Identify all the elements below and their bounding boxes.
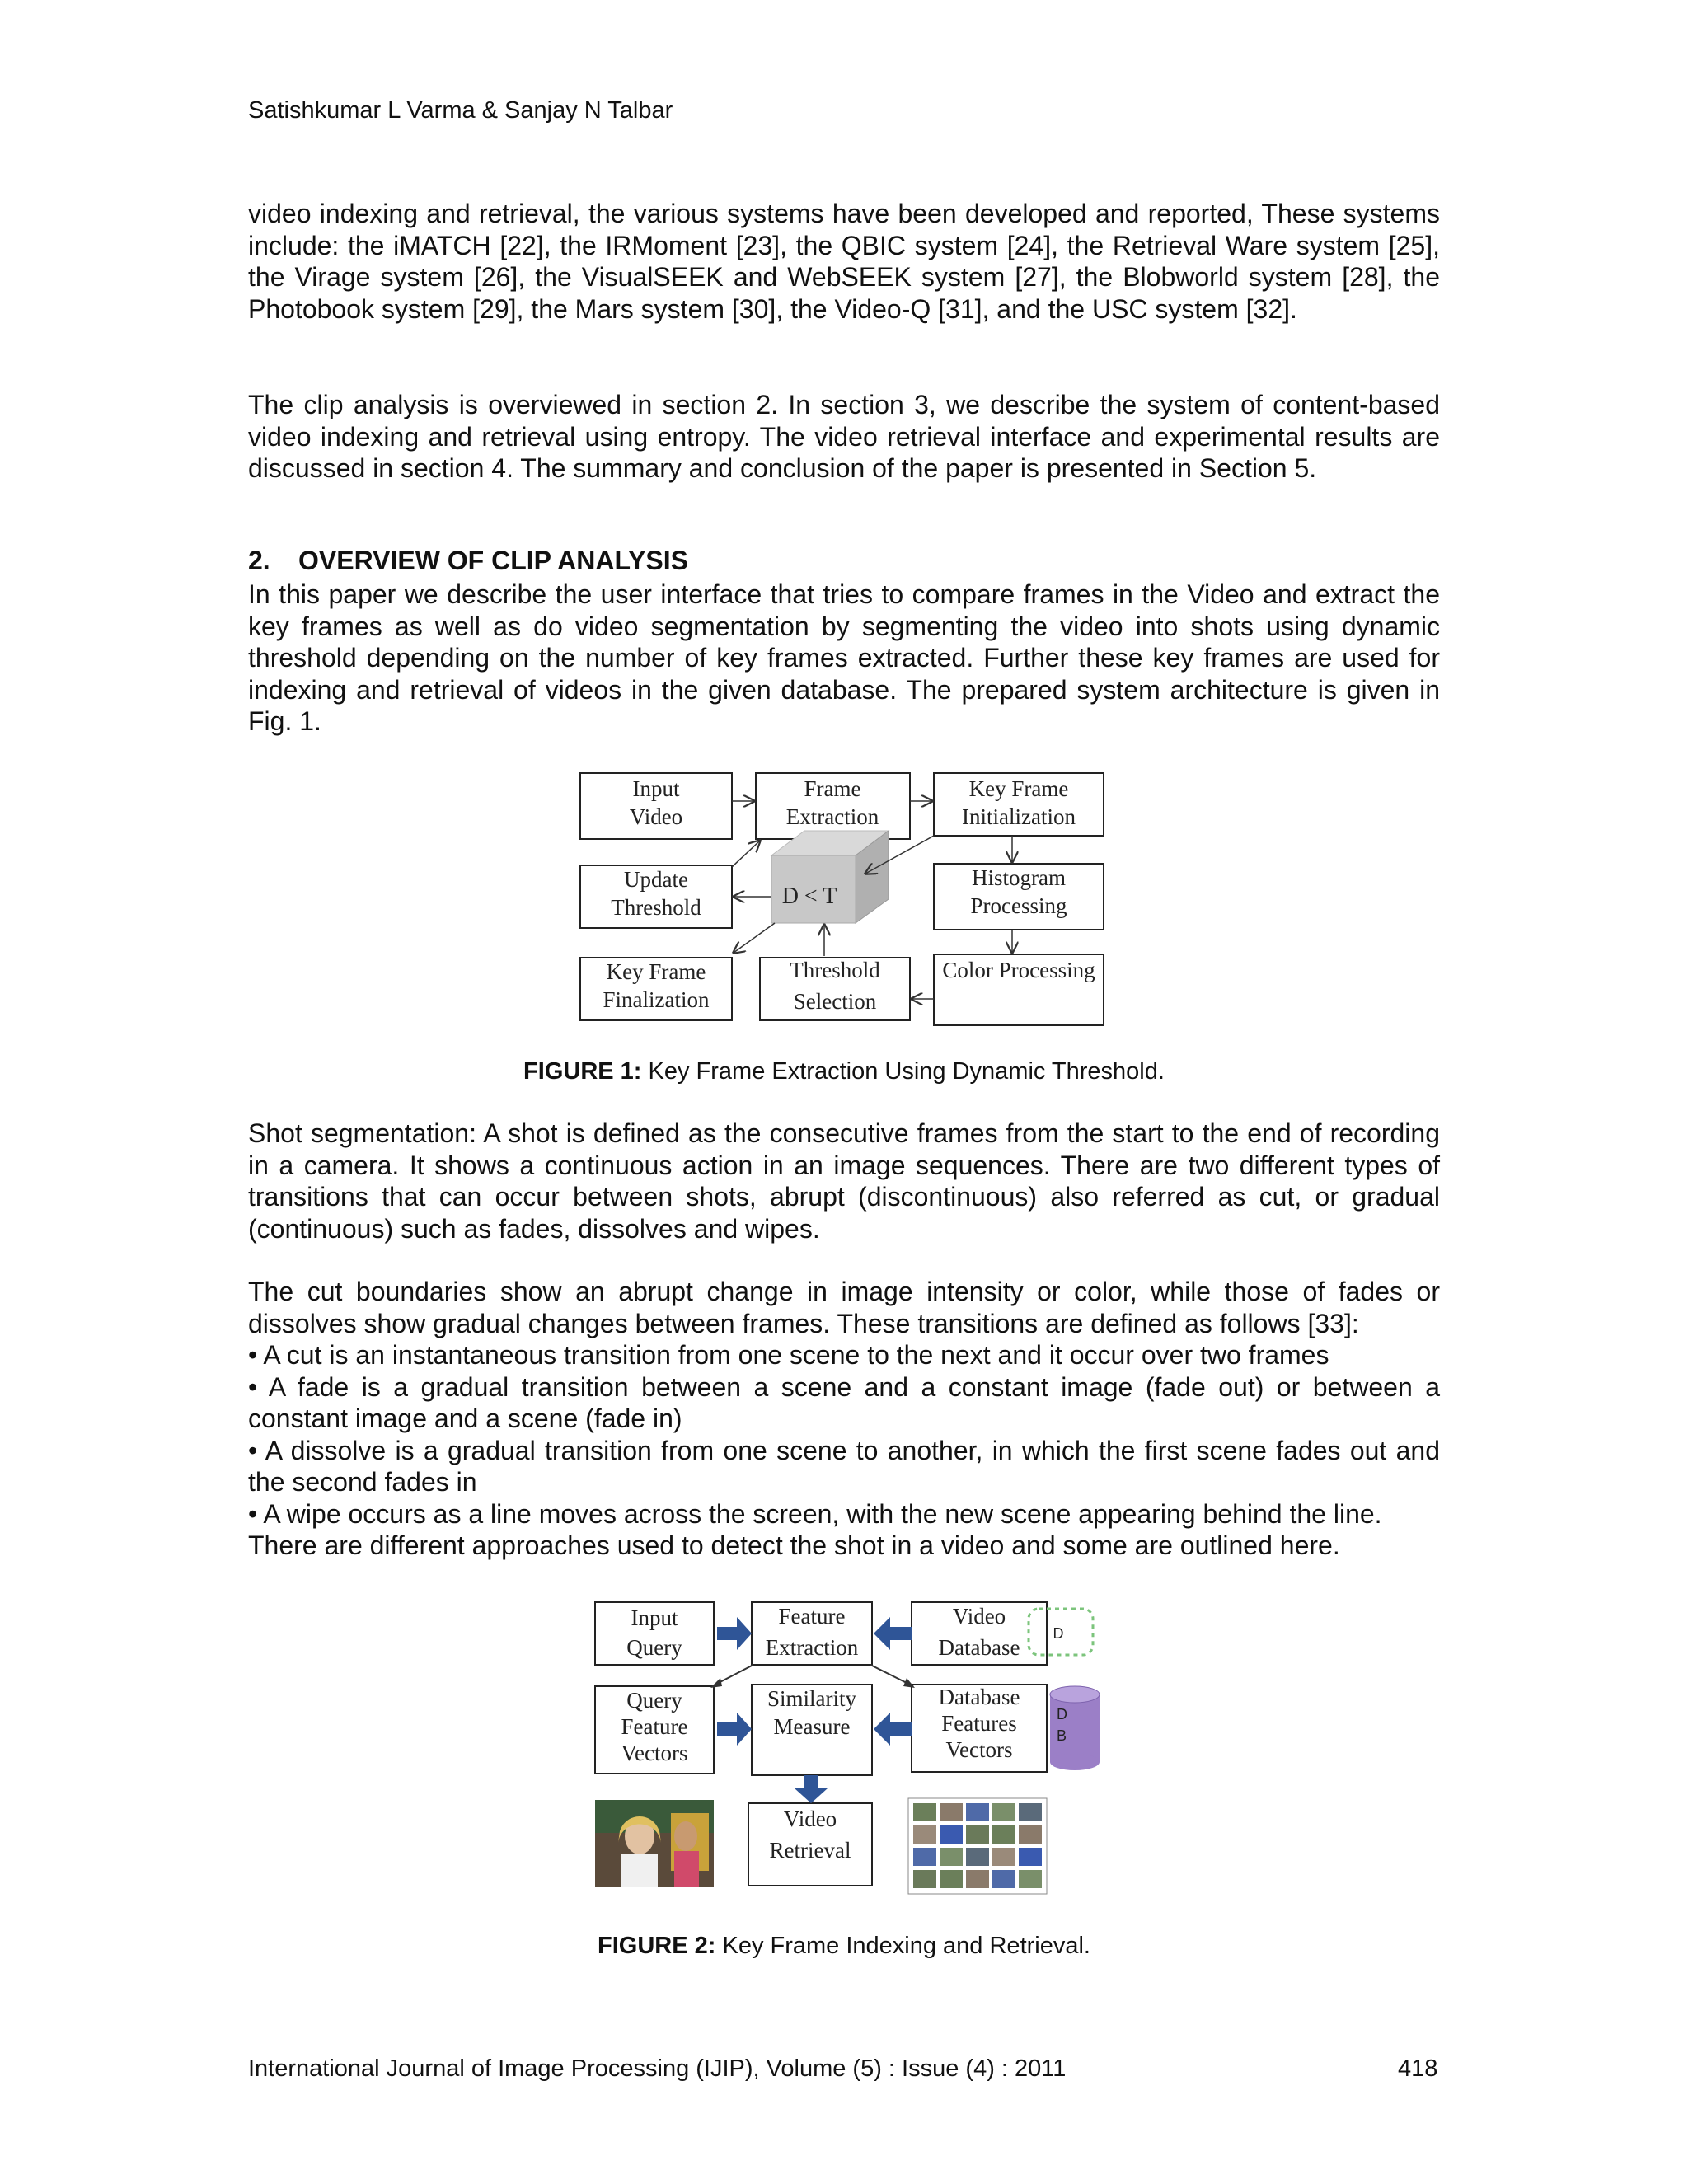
label-color-processing: Color Processing (942, 958, 1095, 982)
label-feature-2: Feature (621, 1714, 688, 1739)
arrow-query-to-extraction (717, 1617, 752, 1650)
label-video: Video (629, 804, 683, 829)
figure-2-caption (0, 1933, 1688, 1960)
figure-1-caption (0, 1058, 1688, 1085)
label-histogram: Histogram (972, 865, 1066, 890)
result-thumbnail (913, 1803, 936, 1821)
section-number: 2. (248, 546, 270, 575)
result-thumbnail (940, 1803, 963, 1821)
bullet-cut: • A cut is an instantaneous transition from one scene to the next and it occur over two frames (248, 1340, 1329, 1370)
label-extraction: Extraction (785, 804, 879, 829)
arrow-update-to-frame (732, 841, 760, 867)
bullet-dissolve: • A dissolve is a gradual transition from one scene to another, in which the first scene fades out and the second fades in (248, 1435, 1440, 1497)
result-thumbnail (1019, 1848, 1042, 1866)
transition-definitions (248, 1276, 1440, 1562)
arrow-cube-to-finalization (734, 923, 775, 953)
label-retrieval: Retrieval (769, 1838, 851, 1863)
label-selection: Selection (793, 989, 877, 1014)
label-input: Input (632, 776, 680, 801)
label-features: Features (941, 1711, 1017, 1736)
decision-cube (771, 831, 889, 923)
database-cylinder-icon (1050, 1686, 1100, 1770)
figure-1-diagram (577, 766, 1113, 1030)
result-thumbnail (1019, 1825, 1042, 1844)
label-vectors: Vectors (621, 1741, 688, 1765)
result-thumbnail (913, 1870, 936, 1888)
label-threshold: Threshold (611, 895, 701, 920)
arrow-dbvectors-to-similarity (874, 1713, 912, 1746)
label-frame: Frame (804, 776, 861, 801)
label-vectors-2: Vectors (945, 1737, 1013, 1762)
label-input: Input (631, 1605, 678, 1630)
paragraph-outline: The clip analysis is overviewed in section 2. In section 3, we describe the system of content-based video indexing and retrieval using entropy. The video retrieval interface and experimental results are discussed in section 4. The summary and conclusion of the paper is presented in Section 5. (248, 390, 1440, 483)
paragraph-overview: In this paper we describe the user interface that tries to compare frames in the Video and extract the key frames as well as do video segmentation by segmenting the video into shots using dynamic threshold depending on the number of key frames extracted. Further these key frames are used for indexing and retrieval of videos in the given database. The prepared system architecture is given in Fig. 1. (248, 579, 1440, 736)
result-thumbnail (992, 1803, 1015, 1821)
figure-2-diagram (588, 1596, 1100, 1900)
section-heading (248, 546, 688, 576)
label-update: Update (624, 867, 688, 892)
result-thumbnail (1019, 1870, 1042, 1888)
label-threshold-2: Threshold (790, 958, 880, 982)
label-initialization: Initialization (962, 804, 1076, 829)
label-similarity: Similarity (767, 1686, 856, 1711)
figure-1-caption-text: Key Frame Extraction Using Dynamic Threshold. (641, 1058, 1165, 1085)
arrow-database-to-extraction (874, 1617, 912, 1650)
label-decision: D < T (781, 883, 837, 909)
result-thumbnail (992, 1825, 1015, 1844)
cylinder-letter-d: D (1057, 1706, 1067, 1722)
label-finalization: Finalization (603, 987, 710, 1012)
result-thumbnail (992, 1848, 1015, 1866)
result-thumbnail (966, 1848, 989, 1866)
result-thumbnail (940, 1848, 963, 1866)
query-image-thumbnail (595, 1800, 714, 1887)
result-thumbnail (913, 1825, 936, 1844)
figure-1-caption-label: FIGURE 1: (523, 1058, 642, 1085)
result-thumbnail (966, 1870, 989, 1888)
arrow-similarity-to-retrieval (795, 1775, 828, 1803)
result-thumbnail (940, 1870, 963, 1888)
label-query: Query (626, 1635, 682, 1660)
figure-2-caption-label: FIGURE 2: (598, 1933, 716, 1959)
label-database-2: Database (938, 1685, 1020, 1709)
label-video: Video (952, 1604, 1006, 1629)
cylinder-letter-b: B (1057, 1727, 1067, 1744)
result-thumbnail (966, 1803, 989, 1821)
running-head-authors: Satishkumar L Varma & Sanjay N Talbar (248, 97, 673, 124)
paragraph-approaches: There are different approaches used to detect the shot in a video and some are outlined here. (248, 1530, 1340, 1560)
bullet-wipe: • A wipe occurs as a line moves across the screen, with the new scene appearing behind the line. (248, 1498, 1382, 1529)
footer-journal: International Journal of Image Processing (IJIP), Volume (5) : Issue (4) : 2011 (248, 2055, 1067, 2082)
figure-2-caption-text: Key Frame Indexing and Retrieval. (715, 1933, 1090, 1959)
result-thumbnail (913, 1848, 936, 1866)
result-thumbnail (992, 1870, 1015, 1888)
paragraph-systems: video indexing and retrieval, the various systems have been developed and reported, These systems include: the iMATCH [22], the IRMoment [23], the QBIC system [24], the Retrieval Ware system [25], the Virage system [26], the VisualSEEK and WebSEEK system [27], the Blobworld system [28], the Photobook system [29], the Mars system [30], the Video-Q [31], and the USC system [32]. (248, 199, 1440, 324)
label-key-frame-2: Key Frame (606, 959, 706, 984)
label-query-2: Query (626, 1688, 682, 1713)
arrow-vectors-to-similarity (717, 1713, 752, 1746)
result-thumbnail (940, 1825, 963, 1844)
label-measure: Measure (773, 1714, 851, 1739)
dashed-db-letter: D (1053, 1625, 1064, 1642)
section-title: OVERVIEW OF CLIP ANALYSIS (298, 546, 688, 575)
label-extraction: Extraction (765, 1635, 859, 1660)
label-video-2: Video (783, 1807, 837, 1831)
paragraph-cut-boundaries: The cut boundaries show an abrupt change in image intensity or color, while those of fades or dissolves show gradual changes between frames. These transitions are defined as follows [33]: (248, 1277, 1440, 1338)
retrieved-results-grid (908, 1798, 1047, 1894)
label-database: Database (938, 1635, 1020, 1660)
bullet-fade: • A fade is a gradual transition between a scene and a constant image (fade out) or between a constant image and a scene (fade in) (248, 1371, 1440, 1433)
paragraph-shot-segmentation: Shot segmentation: A shot is defined as the consecutive frames from the start to the end of recording in a camera. It shows a continuous action in an image sequences. There are two different types of transitions that can occur between shots, abrupt (discontinuous) also referred as cut, or gradual (continuous) such as fades, dissolves and wipes. (248, 1118, 1440, 1244)
result-thumbnail (966, 1825, 989, 1844)
label-processing: Processing (970, 893, 1067, 918)
label-feature: Feature (778, 1604, 846, 1629)
label-key-frame: Key Frame (968, 776, 1069, 801)
result-thumbnail (1019, 1803, 1042, 1821)
footer-page-number: 418 (1398, 2055, 1438, 2082)
